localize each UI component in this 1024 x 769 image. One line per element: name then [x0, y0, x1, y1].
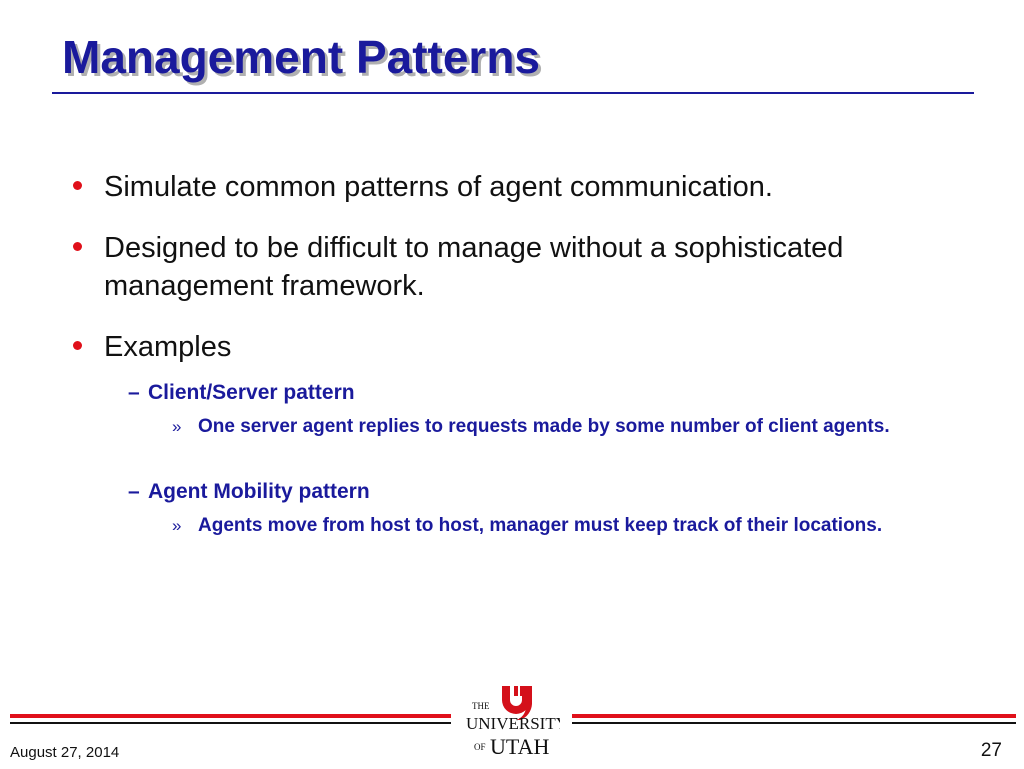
footer-rule-right	[572, 722, 1016, 724]
raquo-icon: »	[172, 417, 182, 436]
svg-text:OF: OF	[474, 742, 486, 752]
svg-text:UNIVERSITY: UNIVERSITY	[466, 714, 560, 733]
bullet-text: Simulate common patterns of agent communication.	[104, 171, 773, 203]
bullet-dot-icon	[73, 341, 82, 350]
slide-title: Management Patterns	[62, 31, 541, 83]
title-underline	[52, 92, 974, 94]
bullet-text: Designed to be difficult to manage without a sophisticated management framework.	[104, 232, 844, 302]
footer-red-bar-right	[572, 714, 1016, 718]
svg-text:THE: THE	[472, 701, 490, 711]
sub-sub-bullet-text: Agents move from host to host, manager must keep track of their locations.	[198, 515, 883, 536]
footer-rule-left	[10, 722, 451, 724]
dash-icon: –	[128, 480, 140, 503]
sub-bullet-text: Client/Server pattern	[148, 381, 355, 404]
svg-text:UTAH: UTAH	[490, 734, 550, 759]
bullet-dot-icon	[73, 181, 82, 190]
page-number: 27	[980, 740, 1002, 761]
footer-red-bar-left	[10, 714, 451, 718]
dash-icon: –	[128, 381, 140, 404]
university-of-utah-logo	[460, 684, 560, 764]
sub-sub-bullet-text: One server agent replies to requests made by some number of client agents.	[198, 416, 890, 437]
raquo-icon: »	[172, 516, 182, 535]
footer-date: August 27, 2014	[10, 744, 120, 761]
sub-bullet-text: Agent Mobility pattern	[148, 480, 370, 503]
bullet-dot-icon	[73, 242, 82, 251]
utah-u-icon	[460, 684, 560, 764]
bullet-text: Examples	[104, 331, 232, 363]
